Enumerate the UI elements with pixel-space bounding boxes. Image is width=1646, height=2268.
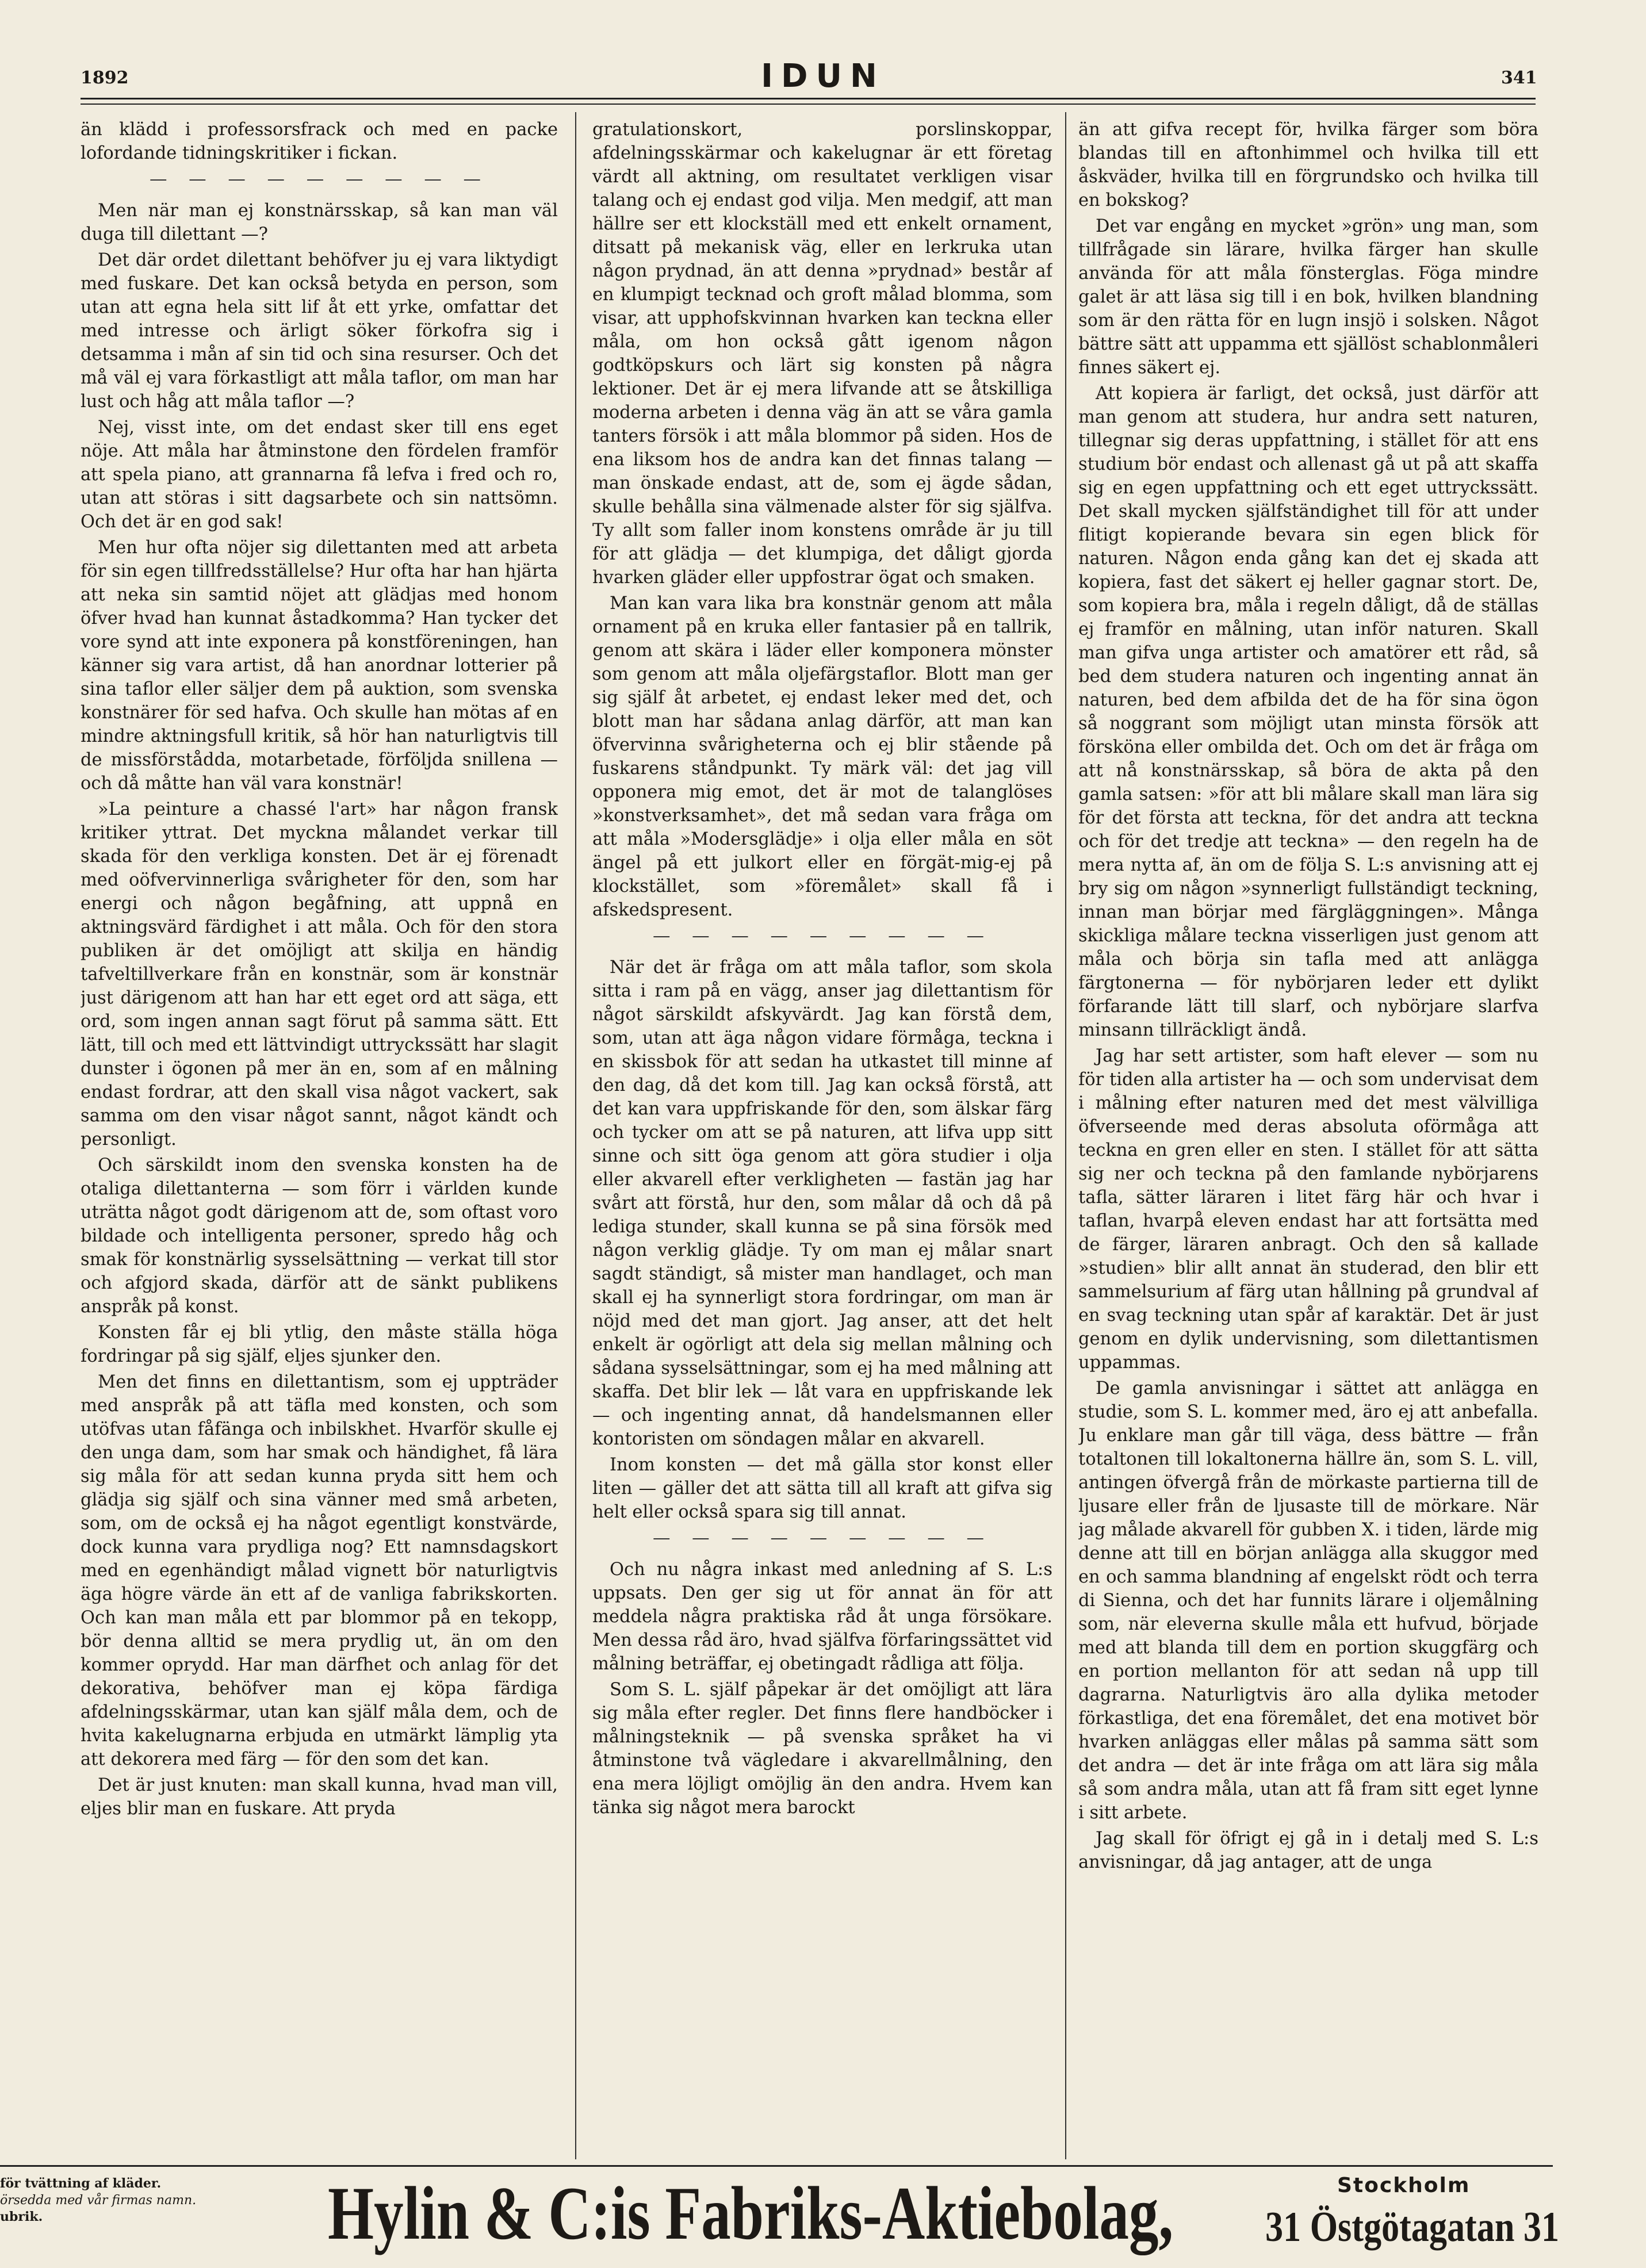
paragraph: gratulationskort, porslinskoppar, afdelningsskärmar och kakelugnar är ett företag värdt all aktning, om resultatet verkligen visar talang och ej endast god vilja. Men medgif, att man hällre ser ett klockställ med ett enkelt ornament, ditsatt på mekanisk väg, eller en lerkruka utan någon prydnad, än att denna »prydnad» består af en klumpigt tecknad och groft målad blomma, som visar, att upphofskvinnan hvarken kan teckna eller måla, om hon också gått igenom någon godtköpskurs och lärt sig konsten på några lektioner. Det är ej mera lifvande att se åtskilliga moderna arbeten i denna väg än att se våra gamla tanters försök i att måla blommor på siden. Hos de ena liksom hos de andra kan det finnas talang — man önskade endast, att de, som ej ägde sådan, skulle behålla sina välmenade alster för sig själfva. Ty allt som faller inom konstens område är ju till för att glädja — det klumpiga, det dåligt gjorda hvarken gläder eller uppfostrar ögat och smaken. — [592, 120, 1052, 588]
ad-city: Stockholm — [1337, 2174, 1471, 2197]
paragraph: Inom konsten — det må gälla stor konst eller liten — gäller det att sätta till all kraft att gifva sig helt eller också spara sig till annat. — [592, 1455, 1052, 1522]
column-1 — [81, 118, 558, 2154]
section-break: — — — — — — — — — — [149, 169, 489, 189]
paragraph: Och särskildt inom den svenska konsten ha de otaliga dilettanterna — som förr i världen kunde uträtta något godt därigenom att de, som oftast voro bildade och intelligenta personer, spredo håg och smak för konstnärlig sysselsättning — verkat till stor och afgjord skada, därför att de sänkt publikens anspråk på konst. — [81, 1155, 558, 1317]
column-3 — [1078, 118, 1538, 2154]
ad-rule — [0, 2165, 1553, 2167]
ad-fragment-line: örsedda med vår firmas namn. — [0, 2193, 197, 2208]
year: 1892 — [81, 68, 129, 88]
section-break: — — — — — — — — — — [652, 926, 993, 946]
paragraph: än klädd i professorsfrack och med en packe lofordande tidningskritiker i fickan. — [81, 120, 558, 163]
ad-street-address: 31 Östgötagatan 31 — [1265, 2204, 1560, 2251]
paragraph: Det var engång en mycket »grön» ung man, som tillfrågade sin lärare, hvilka färger han skulle använda för att måla fönsterglas. Föga mindre galet är att läsa sig till i en bok, hvilken blandning som är den rätta för en lugn insjö i solsken. Något bättre sätt att uppamma ett själlöst schablonmåleri finnes säkert ej. — [1078, 216, 1538, 378]
advertisement — [0, 2154, 1646, 2268]
column-divider — [1065, 112, 1066, 2159]
paragraph: Det är just knuten: man skall kunna, hvad man vill, eljes blir man en fuskare. Att pryda — [81, 1775, 558, 1819]
header-rule-thin — [81, 104, 1536, 105]
paragraph: Nej, visst inte, om det endast sker till ens eget nöje. Att måla har åtminstone den fördelen framför att spela piano, att grannarna få lefva i fred och ro, utan att störas i sitt dagsarbete och sin nattsömn. Och det är en god sak! — [81, 417, 558, 532]
paragraph: När det är fråga om att måla taflor, som skola sitta i ram på en vägg, anser jag dilettantism för något särskildt afskyvärdt. Jag kan förstå dem, som, utan att äga någon vidare förmåga, teckna i en skissbok för att sedan ha utkastet till minne af den dag, då det kom till. Jag kan också förstå, att det kan vara uppfriskande för den, som älskar färg och tycker om att se på naturen, att lifva upp sitt sinne och sitt öga genom att göra studier i olja eller akvarell efter verkligheten — fastän jag har svårt att förstå, hur den, som målar då och då på lediga stunder, skall kunna se på sina försök med någon verklig glädje. Ty om man ej målar snart sagdt ständigt, så mister man handlaget, och man skall ej ha synnerligt stora fordringar, om man är nöjd med det man gjort. Jag anser, att det helt enkelt är ogörligt att dela sig mellan målning och sådana sysselsättningar, som ej ha med målning att skaffa. Det blir lek — låt vara en uppfriskande lek — och ingenting annat, då handelsmannen eller kontoristen om söndagen målar en akvarell. — [592, 957, 1052, 1449]
paragraph: Man kan vara lika bra konstnär genom att måla ornament på en kruka eller fantasier på en tallrik, genom att skära i läder eller komponera mönster som genom att måla oljefärgstaflor. Blott man ger sig själf åt arbetet, ej endast leker med det, och blott man har sådana anlag därför, att man kan öfvervinna svårigheterna och ej blir stående på fuskarens ståndpunkt. Ty märk väl: det jag vill opponera mig emot, det är mot de talanglöses »konstverksamhet», det må sedan vara fråga om att måla »Modersglädje» i olja eller måla en söt ängel på ett julkort eller en förgät-mig-ej på klockstället, som »föremålet» skall få i afskedspresent. — [592, 593, 1052, 920]
paragraph: Jag skall för öfrigt ej gå in i detalj med S. L:s anvisningar, då jag antager, att de unga — [1078, 1829, 1538, 1872]
paragraph: Och nu några inkast med anledning af S. L:s uppsats. Den ger sig ut för annat än för att meddela några praktiska råd åt unga försökare. Men dessa råd äro, hvad själfva förfaringssättet vid målning beträffar, ej obetingadt rådliga att följa. — [592, 1560, 1052, 1674]
paragraph: Konsten får ej bli ytlig, den måste ställa höga fordringar på sig själf, eljes sjunker den. — [81, 1323, 558, 1366]
column-2 — [592, 118, 1052, 2154]
header-rule — [81, 98, 1536, 99]
paragraph: Jag har sett artister, som haft elever — som nu för tiden alla artister ha — och som undervisat dem i målning efter naturen med det mest välvilliga öfverseende med deras absoluta oförmåga att teckna en gren eller en sten. I stället för att sätta sig ner och teckna på den famlande nybörjarens tafla, sätter läraren i litet färg här och hvar i taflan, hvarpå eleven endast har att fortsätta med de färger, läraren anbragt. Och den så kallade »studien» blir allt annat än studerad, den blir ett sammelsurium af färg utan hållning på grundval af en svag teckning utan spår af karaktär. Det är just genom en dylik undervisning, som dilettantismen uppammas. — [1078, 1046, 1538, 1373]
paragraph: än att gifva recept för, hvilka färger som böra blandas till en aftonhimmel och hvilka till ett åskväder, hvilka till en förgrundsko och hvilka till en bokskog? — [1078, 120, 1538, 210]
paragraph: Men det finns en dilettantism, som ej uppträder med anspråk på att täfla med konsten, och som utöfvas utan fåfänga och inbilskhet. Hvarför skulle ej den unga dam, som har smak och händighet, få lära sig måla för att sedan kunna pryda sitt hem och glädja sig själf och sina vänner med små arbeten, som, om de också ej ha något egentligt konstvärde, dock kunna vara prydliga nog? Ett namnsdagskort med en egenhändigt målad vignett bör naturligtvis äga högre värde än ett af de vanliga fabrikskorten. Och kan man måla ett par blommor på en tekopp, bör denna alltid se mera prydlig ut, än om den kommer oprydd. Har man därfhet och anlag för det dekorativa, behöfver man ej köpa färdiga afdelningsskärmar, utan kan själf måla dem, och de hvita kakelugnarna erbjuda en utmärkt lämplig yta att dekorera med färg — för den som det kan. — [81, 1372, 558, 1769]
paragraph: Men hur ofta nöjer sig dilettanten med att arbeta för sin egen tillfredsställelse? Hur ofta har han hjärta att neka sin samtid nöjet att glädjas med honom öfver hvad han kunnat åstadkomma? Han tycker det vore synd att inte exponera på konstföreningen, han känner sig vara artist, då han anordnar lotterier på sina taflor eller säljer dem på auktion, som svenska konstnärer för sed hafva. Och skulle han mötas af en mindre aktningsfull kritik, så hör han naturligtvis till de missförstådda, motarbetade, förföljda snillena — och då måtte han väl vara konstnär! — [81, 538, 558, 794]
section-break: — — — — — — — — — — [652, 1528, 993, 1548]
paragraph: Men när man ej konstnärsskap, så kan man väl duga till dilettant —? — [81, 201, 558, 244]
paragraph: Att kopiera är farligt, det också, just därför att man genom att studera, hur andra sett naturen, tillegnar sig deras uppfattning, i stället för att ens studium bör endast och allenast gå ut på att skaffa sig en egen uppfattning och ett eget uttryckssätt. Det skall mycken själfständighet till för att under flitigt kopierande bevara sin egen blick för naturen. Någon enda gång kan det ej skada att kopiera, fast det säkert ej heller gagnar stort. De, som kopiera bra, måla i regeln dåligt, då de ställas ej framför en målning, utan inför naturen. Skall man gifva unga artister och amatörer ett råd, så bed dem studera naturen och ingenting annat än naturen, bed dem afbilda det de ha för sina ögon så noggrant som möjligt utan minsta försök att försköna eller ombilda det. Och om det är fråga om att nå konstnärsskap, så böra de akta på den gamla satsen: »för att bli målare skall man lära sig för det första att teckna, för det andra att teckna och för det tredje att teckna» — den regeln ha de mera nytta af, än om de följa S. L:s anvisning att ej bry sig om någon »synnerligt fullständigt teckning, innan man börjar med färgläggningen». Många skickliga målare teckna visserligen just genom att måla och börja sin tafla med att anlägga färgtonerna — för nybörjaren leder ett dylikt förfarande lätt till slarf, och nybörjare slarfva minsann tillräckligt ändå. — [1078, 384, 1538, 1040]
paragraph: Som S. L. själf påpekar är det omöjligt att lära sig måla efter regler. Det finns flere handböcker i målningsteknik — på svenska språket ha vi åtminstone två vägledare i akvarellmålning, den ena mera löjligt omöjlig än den andra. Hvem kan tänka sig något mera barockt — [592, 1680, 1052, 1818]
paragraph: Det där ordet dilettant behöfver ju ej vara liktydigt med fuskare. Det kan också betyda en person, som utan att egna hela sitt lif åt ett yrke, omfattar det med intresse och ärligt söker förkofra sig i detsamma i mån af sin tid och sina resurser. Och det må väl ej vara förkastligt att måla taflor, om man har lust och håg att måla taflor —? — [81, 250, 558, 412]
magazine-title: IDUN — [761, 58, 885, 95]
paragraph: De gamla anvisningar i sättet att anlägga en studie, som S. L. kommer med, äro ej att anbefalla. Ju enklare man går till väga, dess bättre — från totaltonen till lokaltonerna hällre än, som S. L. vill, antingen öfvergå från de mörkaste partierna till de ljusare eller från de ljusaste till de mörkare. När jag målade akvarell för gubben X. i tiden, lärde mig denne att till en början anlägga alla skuggor med en och samma blandning af engelskt rödt och terra di Sienna, och det har funnits lärare i oljemålning som, när eleverna skulle måla ett hufvud, började med att blanda till dem en portion skuggfärg och en portion mellanton för att sedan nå upp till dagrarna. Naturligtvis äro alla dylika metoder förkastliga, det ena föremålet, det ena motivet bör hvarken anläggas eller målas på samma sätt som det andra — det är inte fråga om att lära sig måla så som andra måla, utan att få fram sitt eget lynne i sitt arbete. — [1078, 1378, 1538, 1823]
page-header — [0, 58, 1646, 98]
page-number: 341 — [1501, 68, 1537, 88]
ad-company-name: Hylin & C:is Fabriks-Aktiebolag, — [328, 2171, 1174, 2255]
ad-fragment-line: för tvättning af kläder. — [0, 2176, 162, 2191]
paragraph: »La peinture a chassé l'art» har någon fransk kritiker yttrat. Det myckna målandet verkar till skada för den verkliga konsten. Det är ej förenadt med oöfvervinnerliga svårigheter för den, som har energi och någon begåfning, att uppnå en aktningsvärd färdighet i att måla. Och för den stora publiken är det omöjligt att skilja en händig tafveltillverkare från en konstnär, som är konstnär just därigenom att han har ett eget ord att säga, ett ord, som ingen annan sagt förut på samma sätt. Ett lätt, till och med ett lättvindigt uttryckssätt har slagit dunster i ögonen på mer än en, som af en målning endast fordrar, att den skall visa något vackert, sak samma om den visar något sannt, något kändt och personligt. — [81, 799, 558, 1150]
ad-fragment-line: ubrik. — [0, 2209, 43, 2224]
column-divider — [575, 112, 576, 2159]
ad-fragment — [0, 2175, 311, 2225]
